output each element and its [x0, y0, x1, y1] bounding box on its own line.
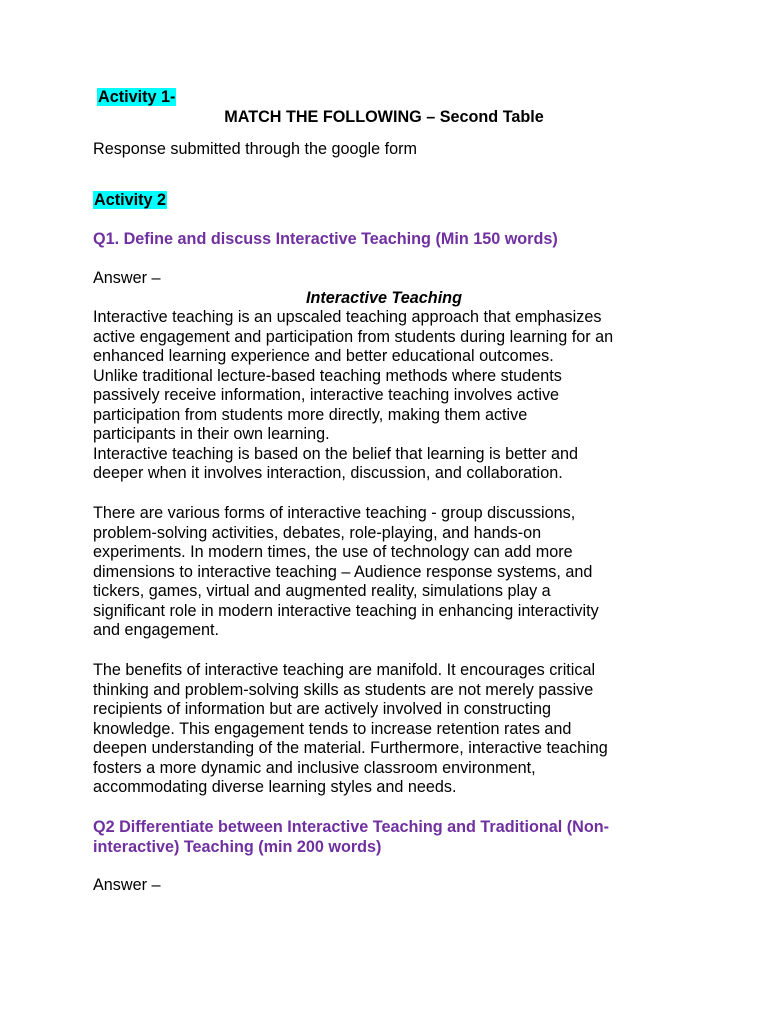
- question-line: interactive) Teaching (min 200 words): [93, 837, 382, 856]
- paragraph-line: active engagement and participation from students during learning for an: [93, 327, 614, 346]
- activity2-label-wrap: [93, 191, 167, 211]
- paragraph-line: dimensions to interactive teaching – Audience response systems, and: [93, 562, 593, 581]
- q2-answer-label: Answer –: [93, 876, 161, 894]
- q1-heading: Interactive Teaching: [306, 289, 462, 307]
- q2-question: [93, 818, 693, 857]
- paragraph-line: experiments. In modern times, the use of technology can add more: [93, 543, 573, 561]
- activity1-label-wrap: [97, 88, 176, 108]
- paragraph-line: enhanced learning experience and better educational outcomes.: [93, 347, 554, 365]
- paragraph-line: participation from students more directly, making them active: [93, 405, 528, 424]
- paragraph-line: accommodating diverse learning styles and needs.: [93, 778, 457, 796]
- paragraph-line: knowledge. This engagement tends to increase retention rates and: [93, 719, 572, 738]
- q1-answer-label: Answer –: [93, 269, 161, 287]
- q1-paragraph-2: [93, 504, 693, 641]
- paragraph-line: thinking and problem-solving skills as students are not merely passive: [93, 680, 594, 699]
- paragraph-line: Unlike traditional lecture-based teaching methods where students: [93, 366, 562, 385]
- paragraph-line: participants in their own learning.: [93, 425, 330, 443]
- paragraph-line: Interactive teaching is an upscaled teaching approach that emphasizes: [93, 308, 602, 326]
- paragraph-line: and engagement.: [93, 621, 220, 639]
- paragraph-line: deepen understanding of the material. Furthermore, interactive teaching: [93, 739, 608, 757]
- q1-paragraph-1: [93, 308, 693, 484]
- paragraph-line: deeper when it involves interaction, discussion, and collaboration.: [93, 464, 563, 482]
- paragraph-line: The benefits of interactive teaching are manifold. It encourages critical: [93, 661, 596, 679]
- paragraph-line: Interactive teaching is based on the belief that learning is better and: [93, 444, 579, 463]
- paragraph-line: There are various forms of interactive teaching - group discussions,: [93, 504, 576, 522]
- q1-question: Q1. Define and discuss Interactive Teaching (Min 150 words): [93, 230, 558, 248]
- activity1-label: Activity 1-: [98, 88, 176, 106]
- q1-paragraph-3: [93, 661, 693, 798]
- question-line: Q2 Differentiate between Interactive Teaching and Traditional (Non-: [93, 818, 609, 836]
- activity1-title: MATCH THE FOLLOWING – Second Table: [224, 108, 544, 126]
- paragraph-line: significant role in modern interactive teaching in enhancing interactivity: [93, 601, 599, 620]
- paragraph-line: recipients of information but are actively involved in constructing: [93, 700, 551, 718]
- paragraph-line: passively receive information, interactive teaching involves active: [93, 386, 560, 404]
- paragraph-line: fosters a more dynamic and inclusive classroom environment,: [93, 758, 536, 777]
- activity1-response: Response submitted through the google form: [93, 140, 417, 158]
- paragraph-line: problem-solving activities, debates, role-playing, and hands-on: [93, 523, 542, 542]
- paragraph-line: tickers, games, virtual and augmented reality, simulations play a: [93, 582, 551, 600]
- activity2-label: Activity 2: [94, 191, 166, 209]
